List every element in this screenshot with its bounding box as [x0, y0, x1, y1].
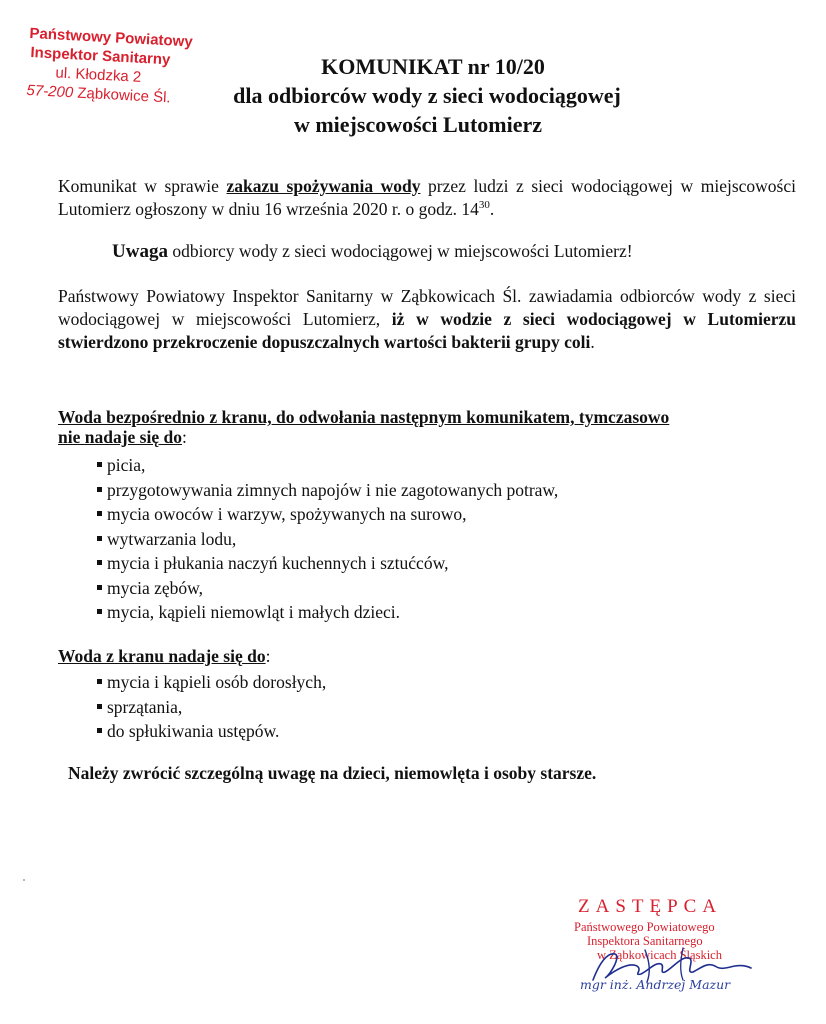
bullet-square-icon — [97, 609, 102, 614]
signature-name: mgr inż. Andrzej Mazur — [580, 977, 731, 992]
stamp-street: ul. Kłodzka 2 — [55, 64, 142, 86]
intro-paragraph — [58, 175, 796, 221]
intro-emphasis: zakazu spożywania wody — [226, 176, 421, 196]
signature-line-1: Państwowego Powiatowego — [574, 920, 715, 934]
list-item — [97, 478, 558, 503]
list-item-text: mycia zębów, — [107, 577, 204, 598]
title-line-1: KOMUNIKAT nr 10/20 — [321, 54, 545, 79]
list-item-text: wytwarzania lodu, — [107, 528, 237, 549]
list-item — [97, 719, 326, 744]
list-item — [97, 576, 558, 601]
title-line-3: w miejscowości Lutomierz — [293, 112, 543, 137]
attention-line — [112, 241, 633, 263]
stamp-zip: 57-200 — [26, 81, 74, 102]
list-item — [97, 600, 558, 625]
scan-speck — [23, 879, 25, 881]
intro-time-minutes: 30 — [478, 199, 490, 212]
not-suitable-heading-text: nie nadaje się do — [58, 427, 182, 447]
title-line-2: dla odbiorców wody z sieci wodociągowej — [233, 83, 621, 108]
stamp-line-1: Państwowy Powiatowy — [29, 24, 194, 51]
bullet-square-icon — [97, 487, 102, 492]
notice-paragraph — [58, 285, 796, 354]
list-item-text: mycia owoców i warzyw, spożywanych na surowo, — [107, 504, 467, 524]
intro-text-rest: przez ludzi z sieci wodociągowej w miejscowości Lutomierz ogłoszony w dniu 16 września 2020 r. o godz. 14 — [58, 176, 796, 219]
attention-text: odbiorcy wody z sieci wodociągowej w miejscowości Lutomierz! — [167, 241, 633, 261]
list-item — [97, 551, 558, 576]
signature-role: ZASTĘPCA — [578, 896, 723, 917]
list-item-text: mycia, kąpieli niemowląt i małych dzieci. — [107, 602, 401, 622]
not-suitable-heading-line-1: Woda bezpośrednio z kranu, do odwołania następnym komunikatem, tymczasowo — [58, 407, 670, 427]
list-item — [97, 670, 326, 695]
not-suitable-heading-line-2 — [58, 427, 788, 447]
intro-text-start: Komunikat w sprawie — [58, 176, 227, 196]
signature-line-3: w Ząbkowicach Śląskich — [597, 948, 722, 962]
bullet-square-icon — [97, 462, 102, 467]
final-note: Należy zwrócić szczególną uwagę na dzieci, niemowlęta i osoby starsze. — [68, 763, 597, 783]
intro-end: . — [489, 199, 495, 219]
document-title — [0, 52, 826, 139]
bullet-square-icon — [97, 511, 102, 516]
attention-word: Uwaga — [112, 241, 168, 262]
list-item — [97, 695, 326, 720]
suitable-colon: : — [265, 646, 271, 666]
list-item — [97, 502, 558, 527]
list-item — [97, 453, 558, 478]
handwritten-signature-icon — [585, 944, 755, 986]
notice-plain: Państwowy Powiatowy Inspektor Sanitarny w Ząbkowicach Śl. zawiadamia odbiorców wody z sieci wodociągowej w miejscowości Lutomierz, — [58, 286, 796, 329]
suitable-heading-text: Woda z kranu nadaje się do — [58, 646, 266, 666]
list-item-text: picia, — [107, 455, 146, 475]
list-item — [97, 527, 558, 552]
bullet-square-icon — [97, 704, 102, 709]
not-suitable-list — [97, 453, 558, 625]
list-item-text: mycia i płukania naczyń kuchennych i sztućców, — [107, 553, 449, 573]
suitable-heading — [58, 646, 270, 666]
notice-end: . — [590, 332, 595, 352]
suitable-list — [97, 670, 326, 744]
stamp-line-2: Inspektor Sanitarny — [30, 44, 171, 69]
list-item-text: przygotowywania zimnych napojów i nie zagotowanych potraw, — [107, 479, 559, 500]
bullet-square-icon — [97, 560, 102, 565]
stamp-city: Ząbkowice Śl. — [76, 84, 172, 107]
bullet-square-icon — [97, 728, 102, 733]
bullet-square-icon — [97, 585, 102, 590]
notice-bold: iż w wodzie z sieci wodociągowej w Lutomierzu stwierdzono przekroczenie dopuszczalnych wartości bakterii grupy coli — [58, 309, 797, 352]
not-suitable-heading — [58, 407, 788, 447]
list-item-text: sprzątania, — [107, 696, 183, 717]
bullet-square-icon — [97, 679, 102, 684]
not-suitable-colon: : — [181, 427, 187, 447]
signature-line-2: Inspektora Sanitarnego — [587, 934, 703, 948]
signature-block — [560, 896, 760, 1006]
list-item-text: do spłukiwania ustępów. — [107, 721, 280, 741]
bullet-square-icon — [97, 536, 102, 541]
list-item-text: mycia i kąpieli osób dorosłych, — [107, 672, 327, 692]
